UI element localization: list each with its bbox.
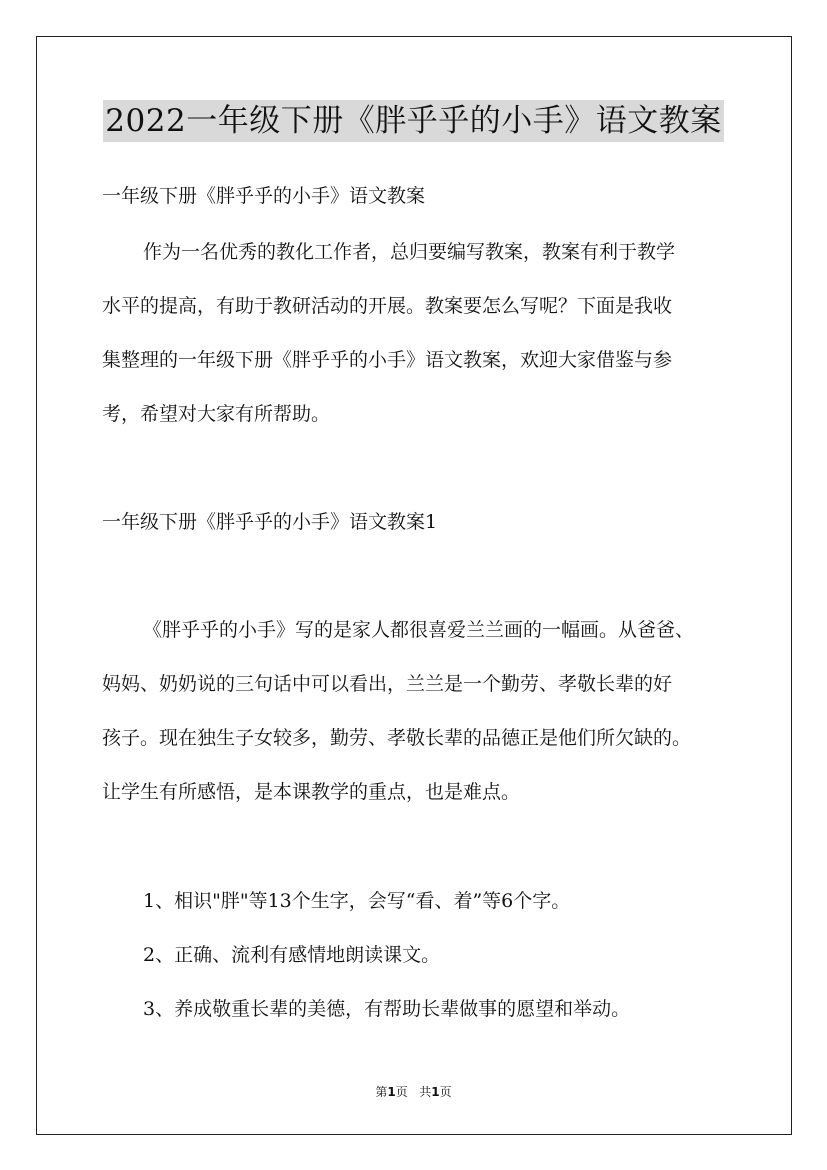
footer-total-number: 1 xyxy=(431,1085,440,1099)
footer-total-prefix: 共 xyxy=(419,1085,432,1099)
intro-line: 集整理的一年级下册《胖乎乎的小手》语文教案，欢迎大家借鉴与参 xyxy=(102,349,673,371)
intro-line: 作为一名优秀的教化工作者，总归要编写教案，教案有利于教学 xyxy=(143,241,676,263)
goal-item: 2、正确、流利有感情地朗读课文。 xyxy=(143,944,441,966)
title-wrap xyxy=(0,100,827,142)
footer-total-suffix: 页 xyxy=(439,1085,452,1099)
footer-page-number: 1 xyxy=(387,1085,396,1099)
section-heading: 一年级下册《胖乎乎的小手》语文教案1 xyxy=(102,511,438,533)
document-title: 2022一年级下册《胖乎乎的小手》语文教案 xyxy=(103,100,723,142)
footer-page-prefix: 第 xyxy=(375,1085,388,1099)
body-line: 妈妈、奶奶说的三句话中可以看出，兰兰是一个勤劳、孝敬长辈的好 xyxy=(102,673,673,695)
body-line: 《胖乎乎的小手》写的是家人都很喜爱兰兰画的一幅画。从爸爸、 xyxy=(143,619,695,641)
goal-item: 3、养成敬重长辈的美德，有帮助长辈做事的愿望和举动。 xyxy=(143,998,631,1020)
document-subtitle: 一年级下册《胖乎乎的小手》语文教案 xyxy=(102,185,426,207)
body-line: 让学生有所感悟，是本课教学的重点，也是难点。 xyxy=(102,781,521,803)
intro-line: 考，希望对大家有所帮助。 xyxy=(102,403,331,425)
footer-page-suffix: 页 xyxy=(395,1085,408,1099)
goal-item: 1、相识"胖"等13个生字，会写“看、着”等6个字。 xyxy=(143,890,571,912)
page-footer xyxy=(0,1083,827,1100)
body-line: 孩子。现在独生子女较多，勤劳、孝敬长辈的品德正是他们所欠缺的。 xyxy=(102,727,692,749)
intro-line: 水平的提高，有助于教研活动的开展。教案要怎么写呢？下面是我收 xyxy=(102,295,673,317)
